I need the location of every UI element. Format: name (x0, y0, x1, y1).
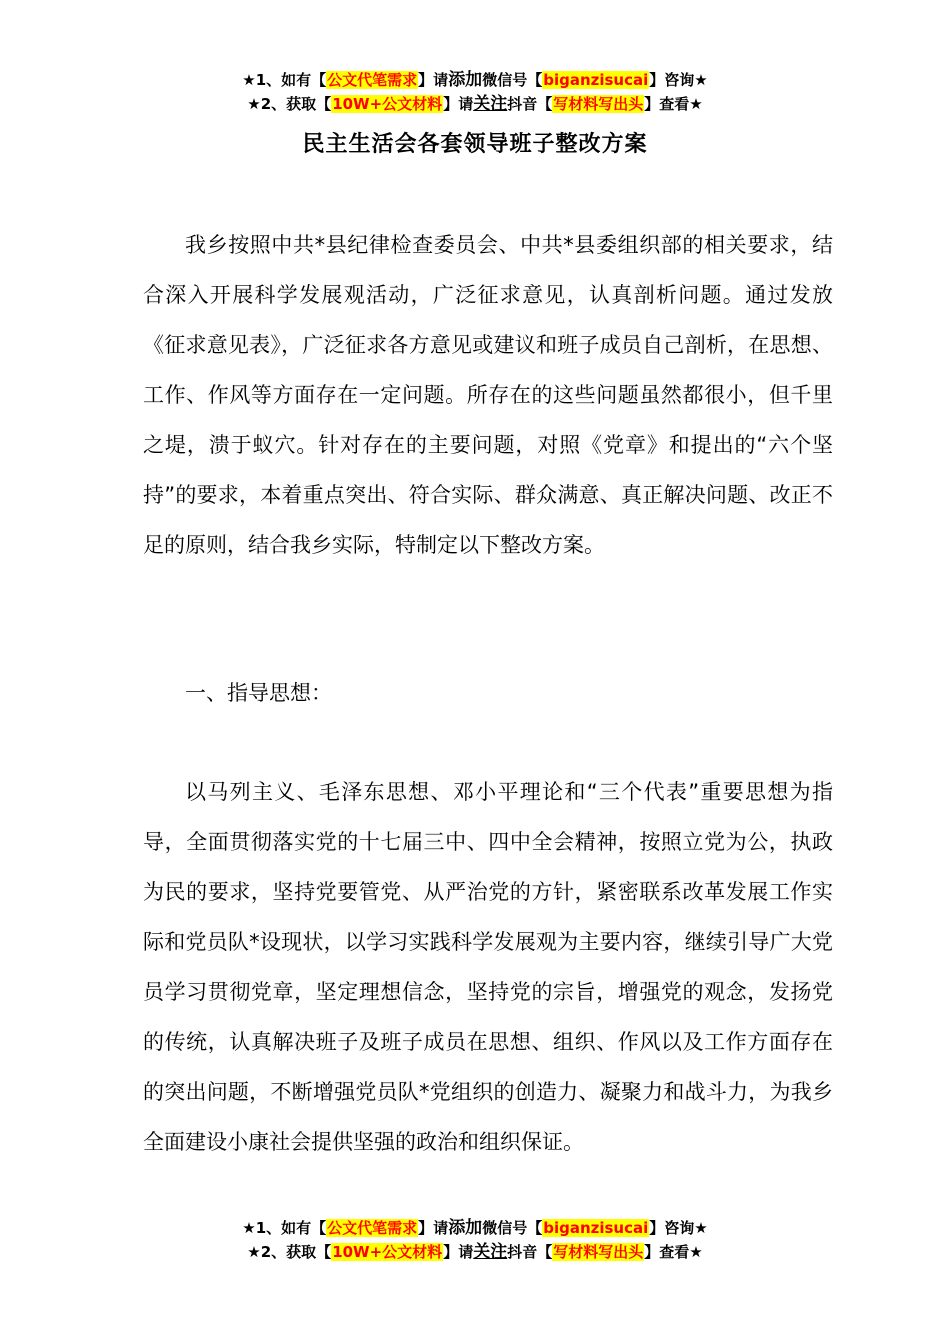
promo-emphasis: 关注 (473, 94, 508, 114)
intro-paragraph: 我乡按照中共*县纪律检查委员会、中共*县委组织部的相关要求，结合深入开展科学发展观活动，广泛征求意见，认真剖析问题。通过发放《征求意见表》，广泛征求各方意见或建议和班子成员自己剖析，在思想、工作、作风等方面存在一定问题。所存在的这些问题虽然都很小，但千里之堤，溃于蚁穴。针对存在的主要问题，对照《党章》和提出的“六个坚持”的要求，本着重点突出、符合实际、群众满意、真正解决问题、改正不足的原则，结合我乡实际，特制定以下整改方案。 (143, 233, 833, 557)
promo-text: ★2、获取【 (247, 1243, 332, 1261)
promo-text: 】查看★ (644, 95, 703, 113)
top-promo-banner (0, 68, 950, 116)
promo-text: 】请 (418, 71, 449, 89)
promo-highlight: 10W+公文材料 (332, 1243, 443, 1261)
section-paragraph: 以马列主义、毛泽东思想、邓小平理论和“三个代表”重要思想为指导，全面贯彻落实党的十七届三中、四中全会精神，按照立党为公，执政为民的要求，坚持党要管党、从严治党的方针，紧密联系改革发展工作实际和党员队*设现状，以学习实践科学发展观为主要内容，继续引导广大党员学习贯彻党章，坚定理想信念，坚持党的宗旨，增强党的观念，发扬党的传统，认真解决班子及班子成员在思想、组织、作风以及工作方面存在的突出问题，不断增强党员队*党组织的创造力、凝聚力和战斗力，为我乡全面建设小康社会提供坚强的政治和组织保证。 (143, 780, 833, 1154)
intro-block (143, 220, 833, 570)
promo-highlight: biganzisucai (543, 71, 649, 89)
bottom-promo-banner (0, 1216, 950, 1264)
section-heading-block (143, 668, 833, 718)
promo-text: 】咨询★ (649, 71, 708, 89)
promo-text: 】请 (443, 95, 474, 113)
promo-highlight: 写材料写出头 (553, 1243, 644, 1261)
section-heading: 一、指导思想： (185, 681, 332, 705)
promo-text: 】请 (418, 1219, 449, 1237)
promo-text: ★2、获取【 (247, 95, 332, 113)
document-title: 民主生活会各套领导班子整改方案 (302, 132, 648, 157)
promo-emphasis: 添加 (448, 1218, 483, 1238)
promo-text: 抖音【 (507, 1243, 553, 1261)
promo-line-1 (0, 1216, 950, 1240)
promo-highlight: biganzisucai (543, 1219, 649, 1237)
promo-line-1 (0, 68, 950, 92)
promo-highlight: 10W+公文材料 (332, 95, 443, 113)
promo-text: 微信号【 (482, 71, 543, 89)
promo-text: ★1、如有【 (242, 71, 327, 89)
promo-text: ★1、如有【 (242, 1219, 327, 1237)
promo-highlight: 公文代笔需求 (327, 1219, 418, 1237)
promo-text: 】咨询★ (649, 1219, 708, 1237)
promo-text: 微信号【 (482, 1219, 543, 1237)
promo-text: 抖音【 (507, 95, 553, 113)
promo-line-2 (0, 92, 950, 116)
promo-highlight: 公文代笔需求 (327, 71, 418, 89)
promo-line-2 (0, 1240, 950, 1264)
promo-highlight: 写材料写出头 (553, 95, 644, 113)
promo-emphasis: 添加 (448, 70, 483, 90)
promo-emphasis: 关注 (473, 1242, 508, 1262)
promo-text: 】请 (443, 1243, 474, 1261)
promo-text: 】查看★ (644, 1243, 703, 1261)
section-body-block (143, 767, 833, 1167)
